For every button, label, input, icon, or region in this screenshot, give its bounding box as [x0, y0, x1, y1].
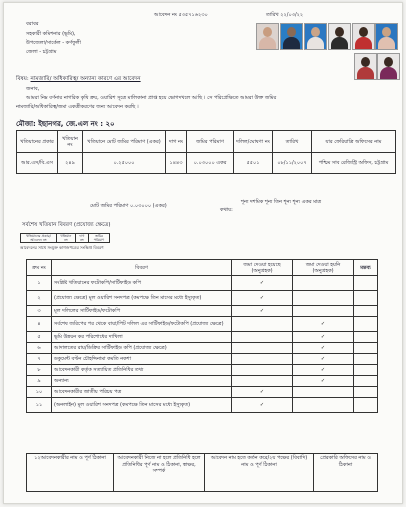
- info-header-5: জমির পরিমাণ: [187, 131, 234, 153]
- main-header-no: ক্রম নং: [27, 260, 52, 276]
- row-remarks: [354, 332, 378, 343]
- row-number: ১১: [27, 398, 52, 413]
- row-remarks: [354, 343, 378, 354]
- row-description: সর্বশেষ জরিপের পর থেকে বায়া/পিট দলিল এর সার্টিফাইড/ফটোকপি (প্রযোজ্য ক্ষেত্রে): [52, 317, 232, 332]
- body-line-1: আমরা নিম্ন বর্ণনার নাগরিক কৃষি ক্রয়, ওয়ারিশ সূত্রে মালিকানা প্রাপ্ত হয়ে ভোগদখলে আছি । সে পরিপ্রেক্ষিতে আমরা উক্ত জমির: [26, 95, 277, 101]
- prev-khatian-table: [20, 233, 110, 243]
- row-description: আদালতের রায়/ডিক্রির সার্টিফাইড কপি (প্রযোজ্য ক্ষেত্রে): [52, 343, 232, 354]
- row-submitted-tick: [232, 332, 293, 343]
- table-row: [27, 291, 378, 306]
- row-not-submitted-tick: [293, 291, 354, 306]
- salutation: জনাব,: [26, 86, 40, 92]
- table-row: [27, 354, 378, 365]
- total-words: শূন্য দশমিক শূন্য তিন শূন্য শূন্য একর মাত্র: [241, 199, 322, 205]
- row-submitted-tick: [232, 354, 293, 365]
- sig-cell-office: প্রেরকারি অফিসের নাম ও ঠিকানা: [314, 454, 378, 492]
- info-cell-total-land: ০.২৫০০০: [83, 153, 166, 174]
- applicant-photo-7: [354, 53, 377, 80]
- prev-header-1: খতিয়ানের প্রকার/আবেদন নং: [21, 234, 57, 243]
- row-not-submitted-tick: [293, 306, 354, 317]
- row-submitted-tick: [232, 317, 293, 332]
- table-row: [27, 306, 378, 317]
- row-submitted-tick: ✓: [232, 398, 293, 413]
- applicant-photo-5: [352, 23, 375, 50]
- row-remarks: [354, 398, 378, 413]
- row-not-submitted-tick: ✓: [293, 365, 354, 376]
- row-number: ৯: [27, 376, 52, 387]
- info-header-3: খতিয়ানে মোট জমির পরিমাণ (একর): [83, 131, 166, 153]
- row-submitted-tick: ✓: [232, 276, 293, 291]
- table-row: [27, 376, 378, 387]
- address-line-1: সহকারী কমিশনার (ভূমি),: [26, 31, 76, 37]
- signature-table: [26, 453, 378, 492]
- info-cell-dag: ১৪৪৩: [166, 153, 187, 174]
- row-remarks: [354, 306, 378, 317]
- info-header-4: দাগ নং: [166, 131, 187, 153]
- attachments-table: [26, 259, 378, 413]
- main-header-submitted: জমা দেওয়া হয়েছে (অনুগ্রহক): [232, 260, 293, 276]
- info-header-7: তারিখ: [273, 131, 312, 153]
- info-cell-deed: ৫৫০১: [234, 153, 273, 174]
- attachments-note: আবেদনের সাথে সংযুক্ত কাগজপত্রের সংক্ষিপ্ত বিবরণ: [20, 245, 104, 250]
- info-cell-office: পশ্চিম সাব রেজিস্ট্রি অফিস, চট্টগ্রাম: [312, 153, 396, 174]
- row-remarks: [354, 354, 378, 365]
- prev-header-3: দাগ নং: [75, 234, 88, 243]
- row-remarks: [354, 317, 378, 332]
- applicant-photo-6: [375, 23, 398, 50]
- row-description: (অনলাইন) মূল ওয়ারিশ সনদপত্র (কমপক্ষে তিন মাসের মধ্যে ইস্যুকৃত): [52, 398, 232, 413]
- applicant-photo-4: [328, 23, 351, 50]
- info-header-8: যার ফেরিয়াত্রি অফিসের নাম: [312, 131, 396, 153]
- row-number: ৩: [27, 306, 52, 317]
- total-words-label: কথায়:: [220, 207, 233, 213]
- row-submitted-tick: [232, 365, 293, 376]
- table-row: [27, 387, 378, 398]
- application-date: তারিখ ২২/০৩/২২: [266, 12, 304, 18]
- row-number: ৮: [27, 365, 52, 376]
- row-number: ৪: [27, 317, 52, 332]
- table-row: [27, 365, 378, 376]
- row-not-submitted-tick: [293, 398, 354, 413]
- address-line-2: উপজেলা/সার্কেল - কর্ণফুলী: [26, 40, 81, 46]
- row-remarks: [354, 291, 378, 306]
- table-row: [27, 276, 378, 291]
- table-row: [27, 332, 378, 343]
- prev-khatian-heading: সর্বশেষ খতিয়ান বিবরণ (প্রযোজ্য ক্ষেত্রে): [22, 222, 111, 228]
- info-cell-land-amount: ০.০৩০০০ একর: [187, 153, 234, 174]
- info-header-1: খতিয়ানের প্রকার: [17, 131, 58, 153]
- row-description: আবেদনকারীর জাতীয় পরিচয় পত্র: [52, 387, 232, 398]
- applicant-photo-2: [280, 23, 303, 50]
- total-land: মোট জমির পরিমাণ ০.০৩০০০ (একর): [90, 203, 167, 209]
- info-cell-khatian: ২৪৯: [58, 153, 83, 174]
- body-line-2: নামজারি/অধিকারিত্ব/জমা একত্রীকরণের জন্য আবেদন করছি ।: [16, 104, 139, 110]
- row-description: মূল দলিলের সার্টিফাইড/ফটোকপি: [52, 306, 232, 317]
- row-submitted-tick: ✓: [232, 306, 293, 317]
- sig-cell-representative: আবেদনকারী নিজে না হলে প্রতিনিধি হলে প্রতিনিধির পূর্ণ নাম ও ঠিকানা, স্বাক্ষর, সম্পর্ক: [114, 454, 205, 492]
- row-not-submitted-tick: ✓: [293, 317, 354, 332]
- row-remarks: [354, 276, 378, 291]
- table-row: [27, 317, 378, 332]
- row-remarks: [354, 365, 378, 376]
- khatian-info-table: [16, 130, 396, 174]
- prev-header-4: জমির পরিমাণ: [88, 234, 109, 243]
- row-not-submitted-tick: ✓: [293, 376, 354, 387]
- sig-cell-applicant: ১২আবেদনকারীর নাম ও পূর্ণ ঠিকানা: [27, 454, 114, 492]
- row-remarks: [354, 387, 378, 398]
- info-header-2: খতিয়ান নং: [58, 131, 83, 153]
- row-not-submitted-tick: [293, 276, 354, 291]
- info-cell-type: আর.এস/বি.এস: [17, 153, 58, 174]
- info-header-6: দলিল/ঘোষণা নং: [234, 131, 273, 153]
- applicant-photo-3: [304, 23, 327, 50]
- application-number: আবেদন নং ৫৩৫৭১৬২৩০: [154, 12, 208, 18]
- main-header-not-submitted: জমা দেওয়া হয়নি (অনুগ্রহক): [293, 260, 354, 276]
- row-number: ৬: [27, 343, 52, 354]
- row-submitted-tick: [232, 376, 293, 387]
- row-description: আবেদনকারী কর্তৃক সত্যায়িত প্রতিনিধির তথ্য: [52, 365, 232, 376]
- row-not-submitted-tick: ✓: [293, 332, 354, 343]
- row-description: ডকুমেন্ট বণ্টন চৌহদ্দিনামা কমতি নকশা: [52, 354, 232, 365]
- row-remarks: [354, 376, 378, 387]
- info-cell-date: ০৮/১১/২০০৭: [273, 153, 312, 174]
- applicant-photo-1: [256, 23, 279, 50]
- row-number: ৫: [27, 332, 52, 343]
- address-line-3: জেলা - চট্টগ্রাম: [26, 49, 57, 55]
- main-header-remarks: মন্তব্য: [354, 260, 378, 276]
- row-description: ভূমি উন্নয়ন কর পরিশোধের দাখিলা: [52, 332, 232, 343]
- row-number: ১০: [27, 387, 52, 398]
- table-row: [27, 398, 378, 413]
- address-to: বরাবর: [26, 21, 39, 27]
- row-not-submitted-tick: [293, 387, 354, 398]
- row-number: ২: [27, 291, 52, 306]
- main-header-desc: বিবরণ: [52, 260, 232, 276]
- row-number: ১: [27, 276, 52, 291]
- sig-cell-second-party: আবেদন নাম হতে কর্তন করে/২য় পক্ষের (বিবাদি) নাম ও পূর্ণ ঠিকানা: [205, 454, 314, 492]
- subject: বিষয়: নামজারি/ অধিকারিত্ব/ অন্যান্য কারণে এর আবেদন: [16, 76, 141, 82]
- applicant-photo-8: [377, 53, 400, 80]
- row-submitted-tick: [232, 343, 293, 354]
- row-submitted-tick: ✓: [232, 291, 293, 306]
- row-description: সংশ্লিষ্ট খতিয়ানের ফটোকপি/সার্টিফাইড কপি: [52, 276, 232, 291]
- application-form-page: [3, 2, 403, 504]
- row-description: অন্যান্য: [52, 376, 232, 387]
- prev-header-2: খতিয়ান নং: [56, 234, 75, 243]
- subject-label: বিষয়: [16, 76, 27, 82]
- row-not-submitted-tick: ✓: [293, 354, 354, 365]
- row-number: ৭: [27, 354, 52, 365]
- table-row: [27, 343, 378, 354]
- mouza-heading: মৌজা: ইছানগর, জে.এল নং : ২০: [16, 120, 115, 128]
- row-not-submitted-tick: ✓: [293, 343, 354, 354]
- subject-text: নামজারি/ অধিকারিত্ব/ অন্যান্য কারণে এর আবেদন: [30, 76, 141, 82]
- row-submitted-tick: ✓: [232, 387, 293, 398]
- row-description: (প্রযোজ্য ক্ষেত্রে) মূল ওয়ারিশ সনদপত্র (কমপক্ষে তিন মাসের মধ্যে ইস্যুকৃত): [52, 291, 232, 306]
